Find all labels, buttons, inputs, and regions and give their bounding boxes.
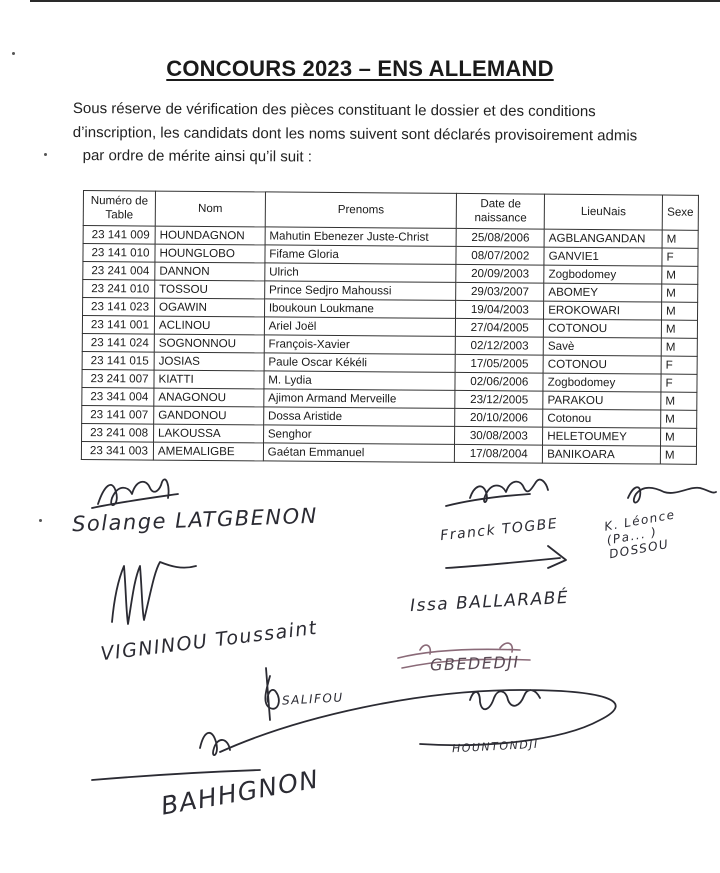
- header-date: Date de naissance: [457, 193, 545, 229]
- cell-prenoms: Fifame Gloria: [265, 245, 457, 265]
- cell-prenoms: Paule Oscar Kékéli: [264, 353, 456, 373]
- cell-numero: 23 341 004: [82, 387, 154, 406]
- cell-numero: 23 241 010: [83, 280, 155, 299]
- cell-date: 29/03/2007: [456, 282, 544, 301]
- signatory-name: Solange LATGBENON: [71, 503, 319, 537]
- cell-date: 19/04/2003: [456, 300, 544, 319]
- cell-sexe: M: [661, 410, 697, 428]
- signature-scrawl: [92, 733, 260, 780]
- cell-numero: 23 141 015: [82, 351, 154, 370]
- cell-sexe: M: [662, 266, 698, 284]
- cell-nom: ACLINOU: [154, 316, 264, 335]
- cell-nom: OGAWIN: [154, 298, 264, 317]
- cell-sexe: M: [660, 446, 696, 464]
- cell-nom: KIATTI: [154, 370, 264, 389]
- signature-scrawl: [628, 487, 716, 502]
- cell-numero: 23 141 010: [83, 244, 155, 263]
- cell-prenoms: François-Xavier: [264, 335, 456, 355]
- cell-lieu: HELETOUMEY: [543, 427, 661, 446]
- signature-scrawl: [446, 480, 548, 506]
- cell-lieu: GANVIE1: [544, 247, 662, 266]
- cell-date: 27/04/2005: [456, 318, 544, 337]
- cell-numero: 23 141 023: [83, 298, 155, 317]
- header-prenoms: Prenoms: [265, 192, 457, 229]
- cell-nom: ANAGONOU: [154, 388, 264, 407]
- cell-numero: 23 141 024: [82, 333, 154, 352]
- cell-numero: 23 241 008: [82, 423, 154, 442]
- signature-scrawl: [112, 562, 196, 624]
- signatory-name: Franck TOGBE: [439, 515, 559, 545]
- cell-date: 30/08/2003: [455, 426, 543, 445]
- cell-lieu: Savè: [543, 337, 661, 356]
- cell-lieu: ABOMEY: [544, 283, 662, 302]
- cell-date: 02/12/2003: [456, 336, 544, 355]
- cell-sexe: M: [661, 392, 697, 410]
- cell-nom: AMEMALIGBE: [153, 442, 263, 461]
- cell-date: 20/10/2006: [455, 408, 543, 427]
- cell-numero: 23 141 007: [82, 405, 154, 424]
- signatory-name: K. Léonce (Pa... ) DOSSOU: [603, 507, 677, 562]
- cell-nom: GANDONOU: [154, 406, 264, 425]
- signature-scrawl: [265, 668, 279, 720]
- cell-prenoms: Ariel Joël: [264, 317, 456, 337]
- cell-nom: SOGNONNOU: [154, 334, 264, 353]
- signatory-name: Issa BALLARABÉ: [409, 587, 570, 617]
- cell-lieu: Zogbodomey: [543, 373, 661, 392]
- cell-lieu: BANIKOARA: [543, 445, 661, 464]
- cell-date: 17/05/2005: [456, 354, 544, 373]
- header-sexe: Sexe: [662, 195, 698, 230]
- signatory-name: GBEDEDJI: [429, 652, 520, 675]
- cell-nom: JOSIAS: [154, 352, 264, 371]
- intro-line: d’inscription, les candidats dont les noms suivent sont déclarés provisoirement admis: [72, 123, 638, 144]
- cell-numero: 23 341 003: [81, 441, 153, 460]
- intro-line: par ordre de mérite ainsi qu’il suit :: [82, 147, 312, 166]
- cell-sexe: M: [662, 284, 698, 302]
- cell-prenoms: Dossa Aristide: [263, 407, 455, 427]
- cell-lieu: PARAKOU: [543, 391, 661, 410]
- header-lieu: LieuNais: [544, 194, 662, 230]
- cell-date: 20/09/2003: [456, 264, 544, 283]
- cell-prenoms: Senghor: [263, 425, 455, 445]
- cell-lieu: Cotonou: [543, 409, 661, 428]
- cell-sexe: M: [661, 338, 697, 356]
- cell-date: 08/07/2002: [456, 246, 544, 265]
- cell-lieu: EROKOWARI: [544, 301, 662, 320]
- header-nom: Nom: [155, 191, 265, 227]
- cell-numero: 23 241 004: [83, 262, 155, 281]
- cell-numero: 23 141 001: [82, 316, 154, 335]
- cell-lieu: AGBLANGANDAN: [544, 229, 662, 248]
- cell-numero: 23 241 007: [82, 369, 154, 388]
- cell-lieu: COTONOU: [543, 355, 661, 374]
- signatory-name: SALIFOU: [281, 690, 345, 708]
- header-numero: Numéro de Table: [83, 191, 155, 227]
- cell-prenoms: Iboukoun Loukmane: [264, 299, 456, 319]
- cell-sexe: M: [661, 302, 697, 320]
- cell-date: 02/06/2006: [455, 372, 543, 391]
- cell-date: 25/08/2006: [457, 228, 545, 247]
- signatory-name: BAHHGNON: [158, 764, 322, 821]
- cell-numero: 23 141 009: [83, 226, 155, 245]
- document-title: CONCOURS 2023 – ENS ALLEMAND: [166, 56, 554, 81]
- cell-nom: HOUNGLOBO: [155, 244, 265, 263]
- signatory-name: VIGNINOU Toussaint: [99, 616, 319, 666]
- cell-prenoms: Mahutin Ebenezer Juste-Christ: [265, 227, 457, 247]
- cell-sexe: F: [662, 248, 698, 266]
- cell-date: 23/12/2005: [455, 390, 543, 409]
- intro-line: Sous réserve de vérification des pièces constituant le dossier et des conditions: [72, 99, 596, 121]
- cell-nom: TOSSOU: [155, 280, 265, 299]
- cell-date: 17/08/2004: [455, 444, 543, 463]
- signature-scrawl: [92, 479, 178, 508]
- cell-sexe: M: [661, 320, 697, 338]
- cell-nom: LAKOUSSA: [154, 424, 264, 443]
- cell-prenoms: M. Lydia: [264, 371, 456, 391]
- cell-prenoms: Prince Sedjro Mahoussi: [264, 281, 456, 301]
- cell-prenoms: Ajimon Armand Merveille: [264, 389, 456, 409]
- cell-nom: DANNON: [155, 262, 265, 281]
- cell-prenoms: Gaétan Emmanuel: [263, 443, 455, 463]
- cell-lieu: Zogbodomey: [544, 265, 662, 284]
- cell-sexe: F: [661, 356, 697, 374]
- cell-sexe: M: [660, 428, 696, 446]
- signatory-name: HOUNTONDJI: [451, 737, 540, 756]
- signature-scrawl: [446, 546, 566, 568]
- cell-prenoms: Ulrich: [265, 263, 457, 283]
- cell-sexe: M: [662, 230, 698, 248]
- cell-nom: HOUNDAGNON: [155, 226, 265, 245]
- cell-sexe: F: [661, 374, 697, 392]
- cell-lieu: COTONOU: [544, 319, 662, 338]
